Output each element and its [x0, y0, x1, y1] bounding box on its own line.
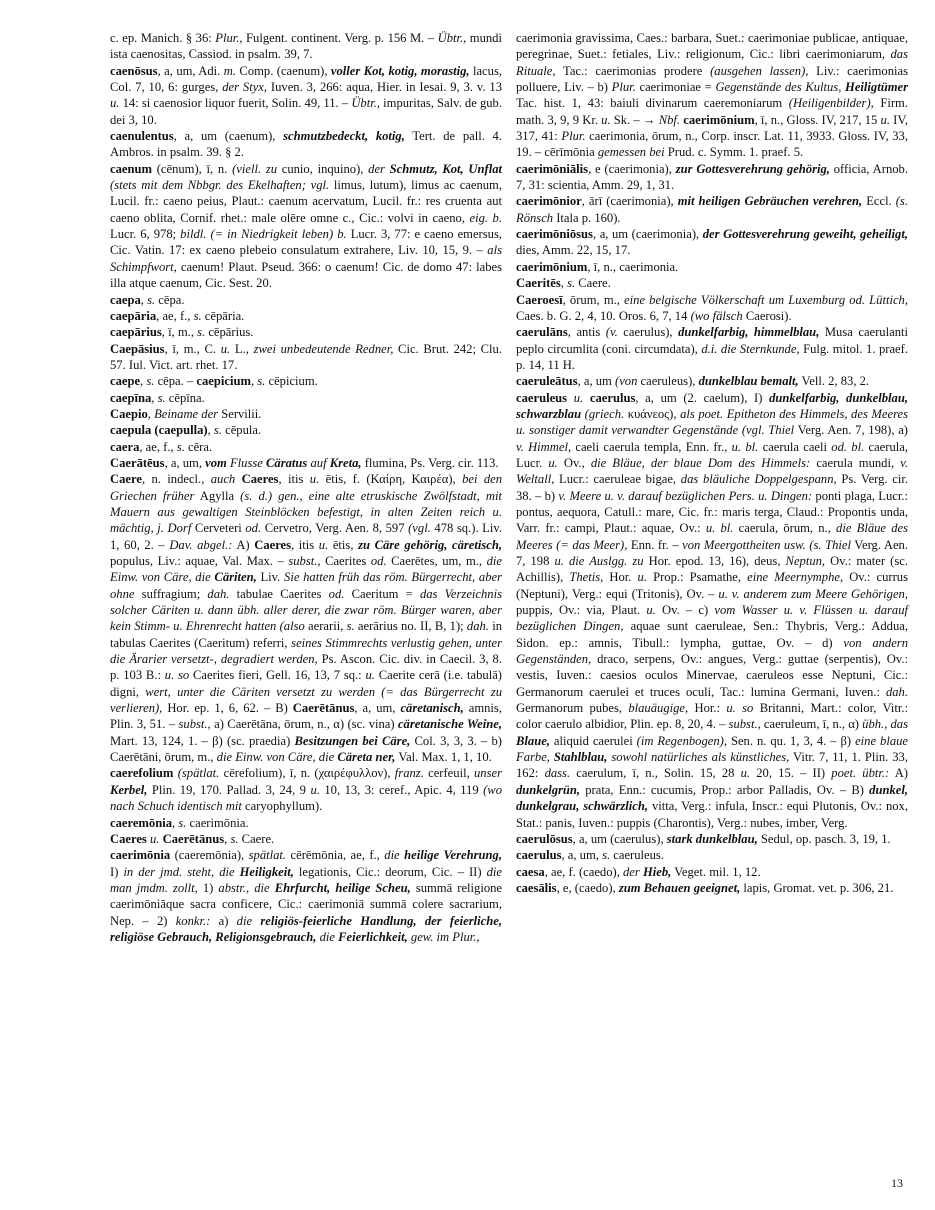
- dictionary-entry: caerulus, a, um, s. caeruleus.: [516, 848, 664, 863]
- dictionary-entry: caerimōnia (caeremōnia), spätlat. cērēmōnia, ae, f., die heilige Verehrung, I) in der jmd. steht, die Heiligkeit, legationis, Cic.: deorum, Cic. – II) die man jmdm. zollt, 1) abstr., die Ehrfurcht, heilige Scheu, summā religione caerimōniāque sacra conficere, Cic.: caerimoniā summā colere sacrarium, Nep. – 2) konkr.: a) die religiös-feierliche Handlung, der feierliche, religiöse Gebrauch, Religionsgebrauch, die Feierlichkeit, gew. im Plur.,: [110, 848, 503, 944]
- dictionary-entry: caepula (caepulla), s. cēpula.: [110, 423, 262, 438]
- dictionary-entry: Caepāsius, ī, m., C. u. L., zwei unbedeutende Redner, Cic. Brut. 242; Clu. 57. Iul. Vict. art. rhet. 17.: [110, 341, 502, 372]
- dictionary-entry: caerefolium (spätlat. cērefolium), ī, n. (χαιρέφυλλον), franz. cerfeuil, unser Kerbel, Plin. 19, 170. Pallad. 3, 24, 9 u. 10, 13, 3: ceref., Apic. 4, 119 (wo nach Schuch identisch mit caryophyllum).: [110, 766, 502, 814]
- page-number: 13: [891, 1176, 903, 1190]
- dictionary-entry: Caeres u. Caerētānus, s. Caere.: [110, 831, 275, 846]
- left-column: [110, 30, 502, 945]
- dictionary-entry: caesa, ae, f. (caedo), der Hieb, Veget. mil. 1, 12.: [516, 864, 761, 879]
- dictionary-entry: caerimōnium, ī, n., caerimonia.: [516, 259, 679, 274]
- dictionary-entry: Caerātēus, a, um, vom Flusse Cäratus auf Kreta, flumina, Ps. Verg. cir. 113.: [110, 455, 499, 470]
- dictionary-entry: caepa, s. cēpa.: [110, 292, 185, 307]
- dictionary-entry: caepāria, ae, f., s. cēpāria.: [110, 308, 245, 323]
- dictionary-entry: caerulōsus, a, um (caerulus), stark dunkelblau, Sedul, op. pasch. 3, 19, 1.: [516, 831, 891, 846]
- dictionary-entry: caesālis, e, (caedo), zum Behauen geeignet, lapis, Gromat. vet. p. 306, 21.: [516, 880, 894, 895]
- dictionary-entry: caenōsus, a, um, Adi. m. Comp. (caenum), voller Kot, kotig, morastig, lacus, Col. 7, 10, 6: gurges, der Styx, Iuven. 3, 266: aqua, Hier. in Iesai. 9, 3. v. 13 u. 14: si caenosior liquor fuerit, Solin. 49, 11. – Übtr., impuritas, Salv. de gub. dei 3, 10.: [110, 63, 502, 127]
- dictionary-entry: caerimonia gravissima, Caes.: barbara, Suet.: caerimoniae publicae, antiquae, peregrinae, Suet.: fetiales, Liv.: religionum, Cic.: libri caerimoniarum, das Rituale, Tac.: caerimonias prodere (ausgehen lassen), Liv.: caerimonias polluere, Liv. – b) Plur. caerimoniae = Gegenstände des Kultus, Heiligtümer Tac. hist. 1, 43: baiuli divinarum caeremoniarum (Heiligenbilder), Firm. math. 3, 9, 9 Kr. u. Sk. – → Nbf. caerimōnium, ī, n., Gloss. IV, 217, 15 u. IV, 317, 41: Plur. caerimonia, ōrum, n., Corp. inscr. Lat. 11, 3933. Gloss. IV, 33, 19. – cērīmōnia gemessen bei Prud. c. Symm. 1. praef. 5.: [516, 31, 909, 160]
- dictionary-entry: Caeroesī, ōrum, m., eine belgische Völkerschaft um Luxemburg od. Lüttich, Caes. b. G. 2, 4, 10. Oros. 6, 7, 14 (wo fälsch Caerosi).: [516, 292, 908, 323]
- dictionary-entry: caepārius, ī, m., s. cēpārius.: [110, 325, 254, 340]
- dictionary-entry: c. ep. Manich. § 36: Plur., Fulgent. continent. Verg. p. 156 M. – Übtr., mundi ista caenositas, Cassiod. in psalm. 39, 7.: [110, 31, 502, 62]
- dictionary-entry: caera, ae, f., s. cēra.: [110, 439, 213, 454]
- dictionary-entry: caepe, s. cēpa. – caepicium, s. cēpicium.: [110, 374, 318, 389]
- dictionary-entry: caeruleātus, a, um (von caeruleus), dunkelblau bemalt, Vell. 2, 83, 2.: [516, 374, 870, 389]
- dictionary-entry: caepīna, s. cēpīna.: [110, 390, 205, 405]
- dictionary-entry: caerimōniālis, e (caerimonia), zur Gottesverehrung gehörig, officia, Arnob. 7, 31: scientia, Amm. 29, 1, 31.: [516, 161, 908, 193]
- dictionary-entry: Caere, n. indecl., auch Caeres, itis u. ētis, f. (Καίρη, Καιρέα), bei den Griechen früher Agylla (s. d.) gen., eine alte etruskische Zwölfstadt, mit Mauern aus gewaltigen Steinblöcken befestigt, in alten Zeiten reich u. mächtig, j. Dorf Cerveteri od. Cervetro, Verg. Aen. 8, 597 (vgl. 478 sq.). Liv. 1, 60, 2. – Dav. abgel.: A) Caeres, itis u. ētis, zu Cäre gehörig, cäretisch, populus, Liv.: aquae, Val. Max. – subst., Caerites od. Caerētes, um, m., die Einw. von Cäre, die Cäriten, Liv. Sie hatten früh das röm. Bürgerrecht, aber ohne suffragium; dah. tabulae Caerites od. Caeritum = das Verzeichnis solcher Cäriten u. dann übh. aller derer, die zwar röm. Bürger waren, aber kein Stimm- u. Ehrenrecht hatten (also aerarii, s. aerārius no. II, B, 1); dah. in tabulas Caerites (Caeritum) referri, seines Stimmrechts verlustig gehen, unter die Ärarier versetzt-, degradiert werden, Ps. Ascon. Cic. div. in Caecil. 3, 8. p. 103 B.: u. so Caerites fieri, Gell. 16, 13, 7 sq.: u. Caerite cerā (i.e. tabulā) digni, wert, unter die Cäriten versetzt zu werden (= das Bürgerrecht zu verlieren), Hor. ep. 1, 6, 62. – B) Caerētānus, a, um, cäretanisch, amnis, Plin. 3, 51. – subst., a) Caerētāna, ōrum, n., α) (sc. vina) cäretanische Weine, Mart. 13, 124, 1. – β) (sc. praedia) Besitzungen bei Cäre, Col. 3, 3, 3. – b) Caerētāni, ōrum, m., die Einw. von Cäre, die Cäreta ner, Val. Max. 1, 1, 10.: [110, 472, 503, 765]
- dictionary-entry: caenulentus, a, um (caenum), schmutzbedeckt, kotig, Tert. de pall. 4. Ambros. in psalm. 39. § 2.: [110, 129, 502, 160]
- dictionary-entry: caerulāns, antis (v. caerulus), dunkelfarbig, himmelblau, Musa caerulanti peplo circumlita (coni. circumdata), d.i. die Sternkunde, Fulg. mitol. 1. praef. p. 14, 11 H.: [516, 325, 908, 372]
- right-column: [516, 30, 908, 896]
- dictionary-entry: caerimōnior, ārī (caerimonia), mit heiligen Gebräuchen verehren, Eccl. (s. Rönsch Itala p. 160).: [516, 194, 908, 225]
- dictionary-entry: caeremōnia, s. caerimōnia.: [110, 815, 249, 830]
- dictionary-entry: caeruleus u. caerulus, a, um (2. caelum), I) dunkelfarbig, dunkelblau, schwarzblau (griech. κυάνεος), als poet. Epitheton des Himmels, des Meeres u. sonstiger damit verwandter Gegenstände (vgl. Thiel Verg. Aen. 7, 198), a) v. Himmel, caeli caerula templa, Enn. fr., u. bl. caerula caeli od. bl. caerula, Lucr. u. Ov., die Bläue, der blaue Dom des Himmels: caerula mundi, v. Weltall, Lucr.: caeruleae bigae, das bläuliche Doppelgespann, Ps. Verg. cir. 38. – b) v. Meere u. v. darauf bezüglichen Pers. u. Dingen: ponti plaga, Lucr.: pontus, aequora, Catull.: mare, Cic. fr.: maris terga, Claud.: Propontis unda, Varr. fr.: campi, Plaut.: aquae, Ov.: u. bl. caerula, ōrum, n., die Bläue des Meeres (= das Meer), Enn. fr. – von Meergottheiten usw. (s. Thiel Verg. Aen. 7, 198 u. die Auslgg. zu Hor. epod. 13, 16), deus, Neptun, Ov.: mater (sc. Achillis), Thetis, Hor. u. Prop.: Psamathe, eine Meernymphe, Ov.: currus (Neptuni), Verg.: equi (Tritonis), Ov. – u. v. anderem zum Meere Gehörigen, puppis, Ov.: via, Plaut. u. Ov. – c) vom Wasser u. v. Flüssen u. darauf bezüglichen Dingen, aquae sunt caeruleae, Sen.: Thybris, Verg.: Addua, Sidon. ep.: amnis, Tibull.: lympha, guttae, Ov. – d) von andern Gegenständen, draco, serpens, Ov.: angues, Verg.: guttae (serpentis), Ov.: vestis, Iuven.: caesios oculos Minervae, caeruleos esse Neptuni, Cic.: Germanorum caerulei et truces oculi, Tac.: lumina Germani, Iuven.: dah. Germanorum pubes, blauäugige, Hor.: u. so Britanni, Mart.: color, Vitr.: color caerulo albidior, Plin. ep. 8, 20, 4. – subst., caeruleum, ī, n., α) übh., das Blaue, aliquid caerulei (im Regenbogen), Sen. n. qu. 1, 3, 4. – β) eine blaue Farbe, Stahlblau, sowohl natürliches als künstliches, Vitr. 7, 11, 1. Plin. 33, 162: dass. caerulum, ī, n., Solin. 15, 28 u. 20, 15. – II) poet. übtr.: A) dunkelgrün, prata, Enn.: cucumis, Prop.: arbor Palladis, Ov. – B) dunkel, dunkelgrau, schwärzlich, vitta, Verg.: infula, Inscr.: equi Plutonis, Ov.: nox, Stat.: panis, Iuven.: puppis (Charontis), Verg.: nubes, imber, Verg.: [516, 390, 909, 830]
- dictionary-entry: caerimōniōsus, a, um (caerimonia), der Gottesverehrung geweiht, geheiligt, dies, Amm. 22, 15, 17.: [516, 227, 908, 258]
- dictionary-entry: Caepio, Beiname der Servilii.: [110, 406, 262, 421]
- dictionary-entry: caenum (cēnum), ī, n. (viell. zu cunio, inquino), der Schmutz, Kot, Unflat (stets mit dem Nbbgr. des Ekelhaften; vgl. limus, lutum), limus ac caenum, Lucil. fr.: caeno peius, Plaut.: caenum acervatum, Lucil. fr.: res cruenta aut caeno oblita, Cornif. rhet.: male olēre omne c., Cic.: volvi in caeno, eig. b. Lucr. 6, 978; bildl. (= in Niedrigkeit leben) b. Lucr. 3, 77: e caeno emersus, Cic. Vatin. 17: ex caeno plebeio consulatum extrahere, Liv. 10, 15, 9. – als Schimpfwort, caenum! Plaut. Pseud. 366: o caenum! Cic. de domo 47: labes illa atque caenum, Cic. Sest. 20.: [110, 161, 502, 291]
- dictionary-entry: Caeritēs, s. Caere.: [516, 276, 611, 291]
